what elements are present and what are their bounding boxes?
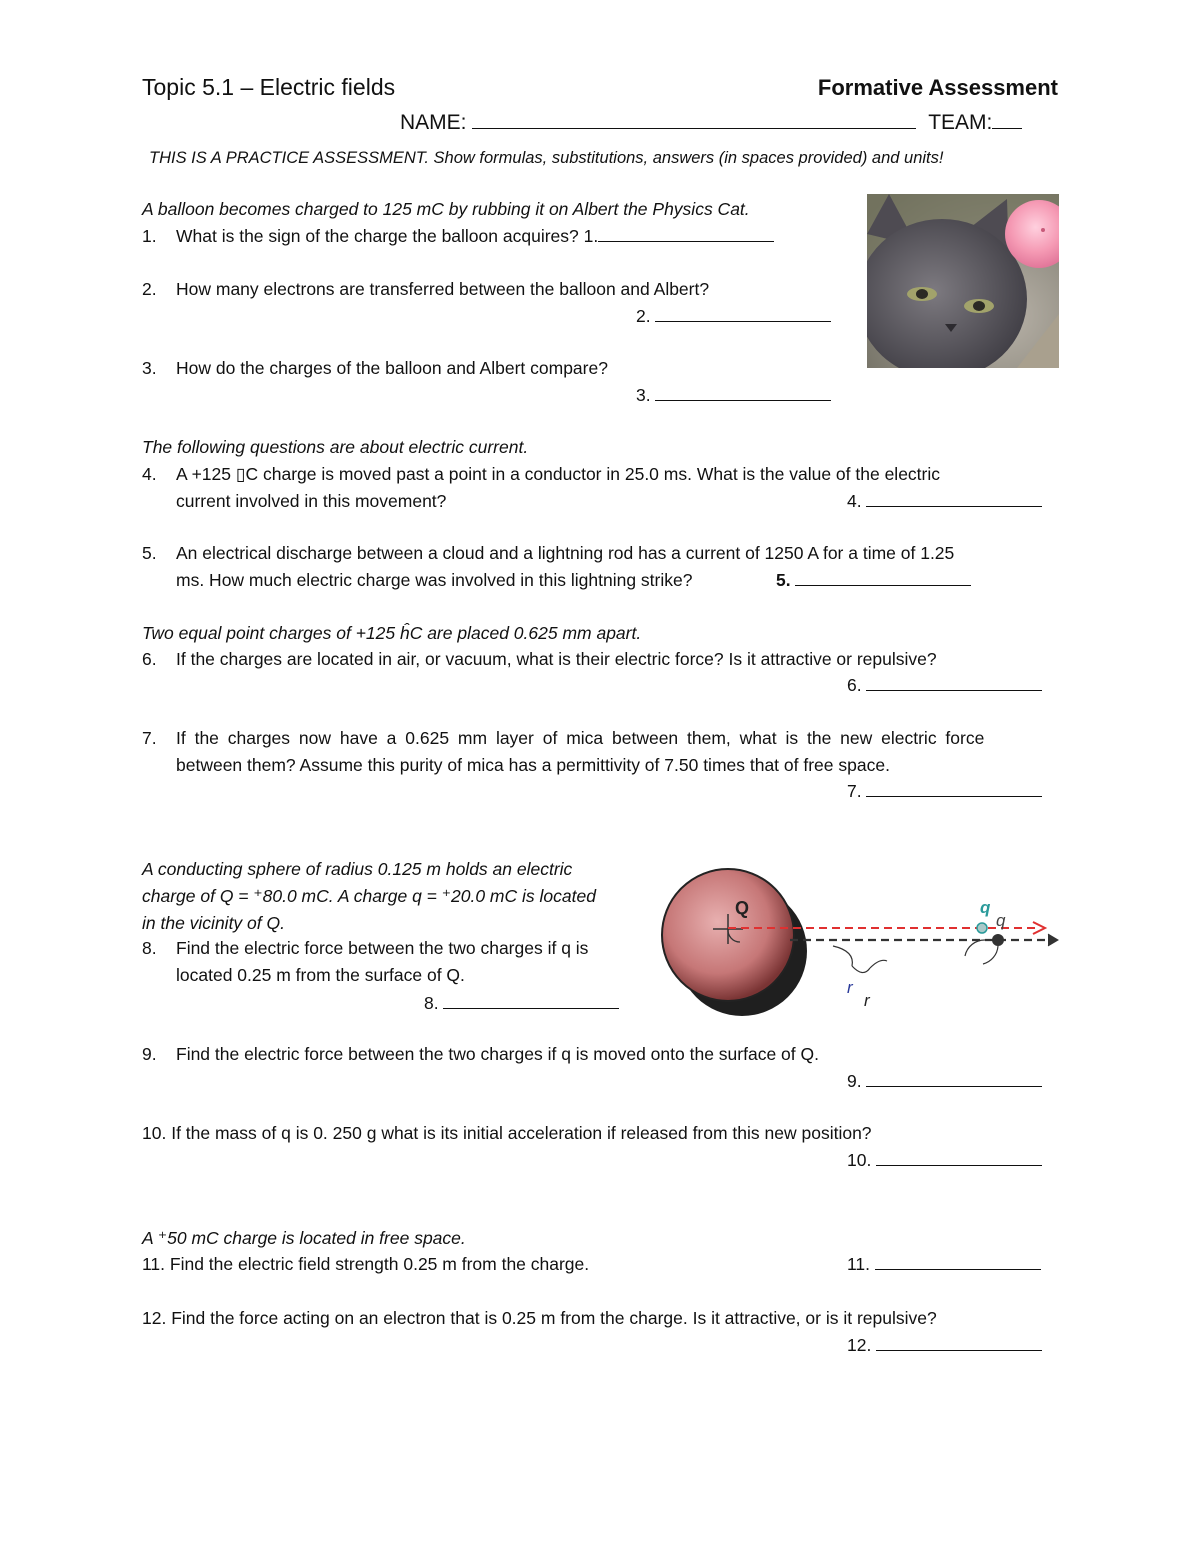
instructions: THIS IS A PRACTICE ASSESSMENT. Show formulas, substitutions, answers (in spaces provided) and units! — [149, 149, 944, 167]
question-2 — [142, 276, 709, 303]
q2-text: How many electrons are transferred between the balloon and Albert? — [176, 279, 710, 299]
question-9 — [142, 1041, 819, 1068]
sphere-diagram — [655, 858, 1065, 1028]
question-12 — [142, 1305, 937, 1332]
q7-answer — [847, 778, 1042, 805]
name-label: NAME: — [400, 111, 467, 134]
q8-number: 8. — [142, 938, 157, 958]
q4-answer-label: 4. — [847, 491, 862, 511]
q3-answer-blank[interactable] — [655, 386, 831, 401]
section2-intro: The following questions are about electric current. — [142, 437, 529, 457]
q6-answer — [847, 672, 1042, 699]
big-charge-label: Q — [735, 898, 750, 918]
q4-answer-blank[interactable] — [866, 492, 1042, 507]
q12-answer-blank[interactable] — [876, 1336, 1042, 1351]
section1-intro: A balloon becomes charged to 125 mC by rubbing it on Albert the Physics Cat. — [142, 199, 750, 219]
q1-answer-blank[interactable] — [598, 227, 774, 242]
cat-photo — [867, 194, 1059, 368]
q8-line1: Find the electric force between the two charges if q is — [176, 938, 589, 958]
q12-answer — [847, 1332, 1042, 1359]
section5-intro: A ⁺50 mC charge is located in free space. — [142, 1228, 466, 1248]
q5-number: 5. — [142, 543, 157, 563]
question-6 — [142, 646, 937, 673]
page-title: Topic 5.1 – Electric fields — [142, 74, 396, 100]
section3-intro: Two equal point charges of +125 ĥC are placed 0.625 mm apart. — [142, 623, 642, 643]
q6-answer-label: 6. — [847, 675, 862, 695]
q7-answer-label: 7. — [847, 781, 862, 801]
q2-answer-blank[interactable] — [655, 307, 831, 322]
question-10 — [142, 1120, 872, 1147]
section4-intro-line3: in the vicinity of Q. — [142, 913, 285, 933]
q3-number: 3. — [142, 358, 157, 378]
question-11 — [142, 1251, 589, 1278]
q7-line1: If the charges now have a 0.625 mm layer of mica between them, what is the new electric force — [176, 728, 985, 748]
q2-number: 2. — [142, 279, 157, 299]
question-8 — [142, 935, 588, 962]
question-7 — [142, 725, 984, 752]
question-3 — [142, 355, 608, 382]
q2-answer-label: 2. — [636, 306, 651, 326]
sphere-diagram-svg — [655, 858, 1065, 1028]
q3-answer — [636, 382, 831, 409]
q4-line1: A +125 ▯C charge is moved past a point in a conductor in 25.0 ms. What is the value of the electric — [176, 464, 941, 484]
q5-line1: An electrical discharge between a cloud and a lightning rod has a current of 1250 A for a time of 1.25 — [176, 543, 955, 563]
q5-answer — [776, 567, 971, 594]
q7-number: 7. — [142, 728, 157, 748]
q10-answer — [847, 1147, 1042, 1174]
q9-answer — [847, 1068, 1042, 1095]
q5-line2: ms. How much electric charge was involved in this lightning strike? — [176, 570, 693, 590]
q9-number: 9. — [142, 1044, 157, 1064]
q7-answer-blank[interactable] — [866, 782, 1042, 797]
name-row — [400, 111, 1022, 135]
q10-number: 10. — [142, 1123, 167, 1143]
q11-answer-label: 11. — [847, 1254, 871, 1274]
q7-line2: between them? Assume this purity of mica has a permittivity of 7.50 times that of free space. — [176, 755, 890, 775]
q8-line2: located 0.25 m from the surface of Q. — [176, 965, 465, 985]
q6-text: If the charges are located in air, or vacuum, what is their electric force? Is it attractive or repulsive? — [176, 649, 937, 669]
small-charge-teal — [977, 923, 987, 933]
q11-number: 11. — [142, 1254, 166, 1274]
q5-answer-label: 5. — [776, 570, 791, 590]
q6-number: 6. — [142, 649, 157, 669]
section4-intro-line1: A conducting sphere of radius 0.125 m holds an electric — [142, 859, 573, 879]
question-1 — [142, 223, 774, 250]
q9-text: Find the electric force between the two charges if q is moved onto the surface of Q. — [176, 1044, 819, 1064]
question-5 — [142, 540, 954, 567]
q10-answer-blank[interactable] — [876, 1151, 1042, 1166]
q8-answer — [424, 990, 619, 1017]
question-4 — [142, 461, 940, 488]
q3-text: How do the charges of the balloon and Albert compare? — [176, 358, 608, 378]
q12-text: Find the force acting on an electron that is 0.25 m from the charge. Is it attractive, or is it repulsive? — [171, 1308, 937, 1328]
q1-number: 1. — [142, 226, 157, 246]
q5-answer-blank[interactable] — [795, 571, 971, 586]
assessment-type: Formative Assessment — [817, 75, 1058, 100]
small-charge-label-teal: q — [980, 898, 991, 917]
q4-number: 4. — [142, 464, 157, 484]
q1-text: What is the sign of the charge the balloon acquires? 1. — [176, 226, 599, 246]
q8-answer-blank[interactable] — [443, 994, 619, 1009]
q4-line2: current involved in this movement? — [176, 491, 447, 511]
q9-answer-blank[interactable] — [866, 1072, 1042, 1087]
cat-photo-image — [867, 194, 1059, 368]
q6-answer-blank[interactable] — [866, 676, 1042, 691]
q3-answer-label: 3. — [636, 385, 651, 405]
q8-answer-label: 8. — [424, 993, 439, 1013]
q11-text: Find the electric field strength 0.25 m from the charge. — [169, 1254, 590, 1274]
team-label: TEAM: — [928, 111, 993, 134]
name-blank[interactable] — [472, 112, 916, 129]
small-charge-black — [992, 934, 1004, 946]
q10-answer-label: 10. — [847, 1150, 872, 1170]
distance-label-black: r — [864, 991, 870, 1010]
q12-answer-label: 12. — [847, 1335, 872, 1355]
q4-answer — [847, 488, 1042, 515]
distance-label-blue: r — [847, 978, 853, 997]
q11-answer — [847, 1251, 1041, 1278]
small-charge-label-gray: q — [996, 911, 1006, 930]
q9-answer-label: 9. — [847, 1071, 862, 1091]
q2-answer — [636, 303, 831, 330]
q10-text: If the mass of q is 0. 250 g what is its initial acceleration if released from this new position? — [171, 1123, 872, 1143]
team-blank[interactable] — [992, 112, 1022, 129]
q12-number: 12. — [142, 1308, 167, 1328]
q11-answer-blank[interactable] — [875, 1255, 1041, 1270]
section4-intro-line2: charge of Q = ⁺80.0 mC. A charge q = ⁺20.0 mC is located — [142, 886, 596, 906]
